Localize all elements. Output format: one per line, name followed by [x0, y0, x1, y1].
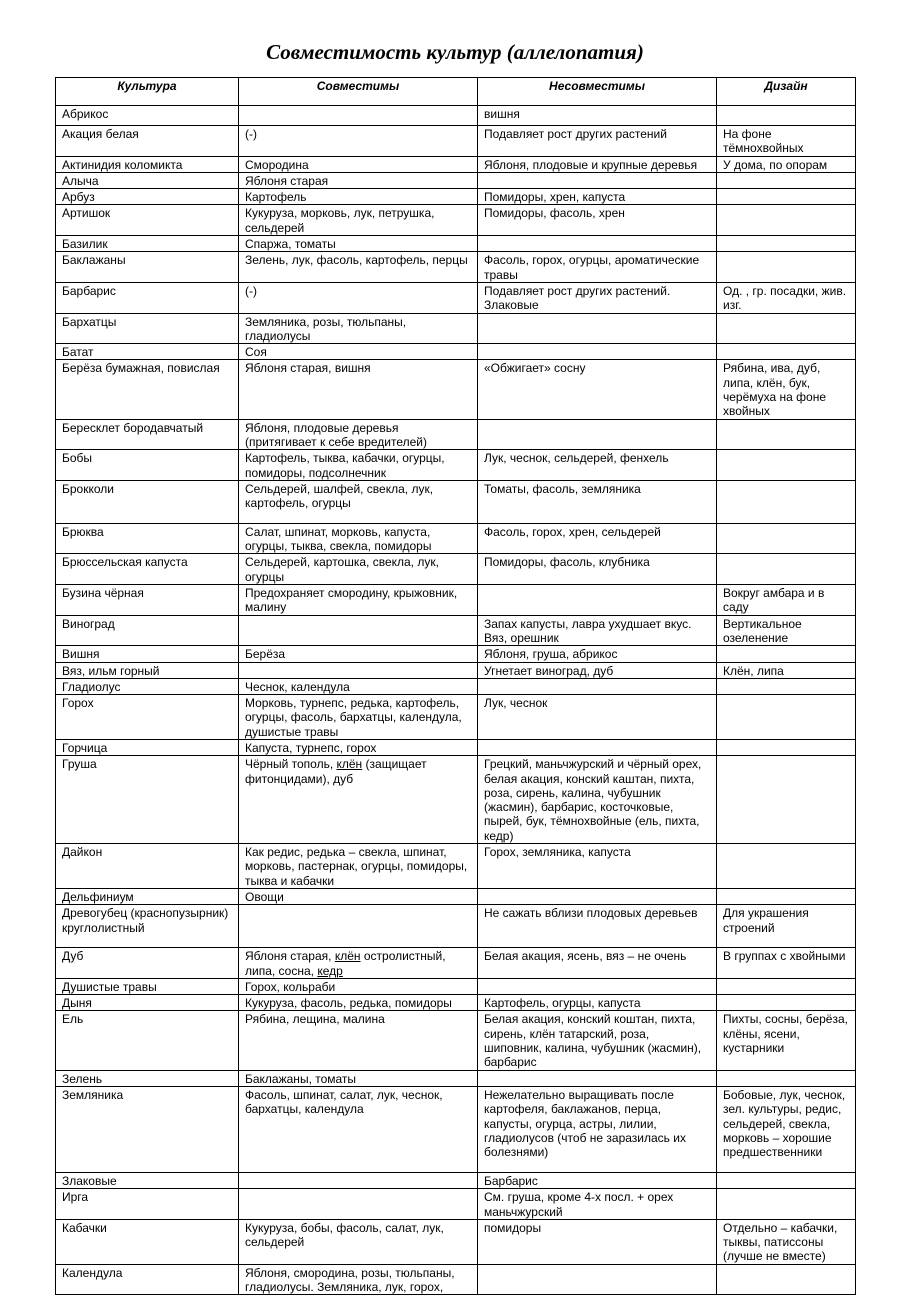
compatible-cell: Овощи: [239, 888, 478, 904]
compatible-underlined-text: кедр: [317, 963, 343, 978]
table-row: [56, 360, 856, 419]
compatible-cell: Баклажаны, томаты: [239, 1070, 478, 1086]
design-cell: [717, 419, 856, 450]
incompatible-cell: Яблоня, плодовые и крупные деревья: [478, 156, 717, 172]
compatible-cell: Яблоня, плодовые деревья (притягивает к себе вредителей): [239, 419, 478, 450]
design-cell: На фоне тёмнохвойных: [717, 126, 856, 157]
design-cell: Од. , гр. посадки, жив. изг.: [717, 282, 856, 313]
incompatible-cell: Помидоры, хрен, капуста: [478, 189, 717, 205]
compatible-cell: Горох, кольраби: [239, 978, 478, 994]
incompatible-cell: [478, 678, 717, 694]
design-cell: [717, 450, 856, 481]
compatibility-table: [55, 77, 856, 1295]
incompatible-cell: [478, 1070, 717, 1086]
design-cell: [717, 205, 856, 236]
column-header-culture: Культура: [56, 78, 239, 106]
incompatible-cell: Белая акация, ясень, вяз – не очень: [478, 948, 717, 979]
compatible-cell: [239, 948, 478, 979]
incompatible-cell: Белая акация, конский коштан, пихта, сирень, клён татарский, роза, шиповник, калина, чубушник (жасмин), барбарис: [478, 1011, 717, 1070]
design-cell: Рябина, ива, дуб, липа, клён, бук, черёмуха на фоне хвойных: [717, 360, 856, 419]
design-cell: Пихты, сосны, берёза, клёны, ясени, кустарники: [717, 1011, 856, 1070]
table-row: [56, 739, 856, 755]
table-row: [56, 156, 856, 172]
compatible-cell: Земляника, розы, тюльпаны, гладиолусы: [239, 313, 478, 344]
design-cell: Для украшения строений: [717, 905, 856, 948]
incompatible-cell: Картофель, огурцы, капуста: [478, 995, 717, 1011]
incompatible-cell: Грецкий, маньчжурский и чёрный орех, белая акация, конский каштан, пихта, роза, сирень, калина, чубушник (жасмин), барбарис, косточковые, пырей, бук, тёмнохвойные (ель, пихта, кедр): [478, 756, 717, 844]
compatible-cell: Берёза: [239, 646, 478, 662]
page-title: Совместимость культур (аллелопатия): [266, 40, 644, 64]
incompatible-cell: Помидоры, фасоль, хрен: [478, 205, 717, 236]
incompatible-cell: [478, 344, 717, 360]
compatible-cell: Соя: [239, 344, 478, 360]
compatible-cell: Чеснок, календула: [239, 678, 478, 694]
compatible-cell: [239, 1189, 478, 1220]
table-row: [56, 1070, 856, 1086]
culture-cell: Батат: [56, 344, 239, 360]
culture-cell: Акация белая: [56, 126, 239, 157]
compatible-cell: Яблоня старая: [239, 172, 478, 188]
table-row: [56, 678, 856, 694]
incompatible-cell: [478, 739, 717, 755]
compatible-cell: Картофель: [239, 189, 478, 205]
culture-cell: Груша: [56, 756, 239, 844]
design-cell: У дома, по опорам: [717, 156, 856, 172]
incompatible-cell: Барбарис: [478, 1172, 717, 1188]
compatible-cell: Кукуруза, фасоль, редька, помидоры: [239, 995, 478, 1011]
culture-cell: Гладиолус: [56, 678, 239, 694]
culture-cell: Бобы: [56, 450, 239, 481]
column-header-design: Дизайн: [717, 78, 856, 106]
incompatible-cell: Нежелательно выращивать после картофеля, баклажанов, перца, капусты, огурца, астры, лилии, гладиолусов (чтоб не заразилась их болезнями): [478, 1086, 717, 1172]
table-row: [56, 905, 856, 948]
culture-cell: Зелень: [56, 1070, 239, 1086]
table-row: [56, 1264, 856, 1295]
culture-cell: Дуб: [56, 948, 239, 979]
table-row: [56, 695, 856, 740]
table-row: [56, 662, 856, 678]
culture-cell: Артишок: [56, 205, 239, 236]
design-cell: [717, 554, 856, 585]
compatible-cell: Сельдерей, картошка, свекла, лук, огурцы: [239, 554, 478, 585]
design-cell: В группах с хвойными: [717, 948, 856, 979]
compatible-cell: [239, 756, 478, 844]
compatible-cell: Яблоня старая, вишня: [239, 360, 478, 419]
design-cell: [717, 1264, 856, 1295]
design-cell: [717, 888, 856, 904]
design-cell: [717, 844, 856, 889]
incompatible-cell: Томаты, фасоль, земляника: [478, 480, 717, 523]
incompatible-cell: помидоры: [478, 1219, 717, 1264]
table-row: [56, 995, 856, 1011]
incompatible-cell: Лук, чеснок: [478, 695, 717, 740]
table-row: [56, 844, 856, 889]
culture-cell: Дельфиниум: [56, 888, 239, 904]
compatible-text: Чёрный тополь,: [245, 757, 337, 772]
culture-cell: Вишня: [56, 646, 239, 662]
incompatible-cell: Фасоль, горох, огурцы, ароматические травы: [478, 252, 717, 283]
table-row: [56, 205, 856, 236]
incompatible-cell: вишня: [478, 106, 717, 126]
compatible-cell: Как редис, редька – свекла, шпинат, морковь, пастернак, огурцы, помидоры, тыква и кабачки: [239, 844, 478, 889]
compatible-cell: [239, 1172, 478, 1188]
culture-cell: Древогубец (краснопузырник) круглолистный: [56, 905, 239, 948]
culture-cell: Ель: [56, 1011, 239, 1070]
design-cell: [717, 678, 856, 694]
culture-cell: Вяз, ильм горный: [56, 662, 239, 678]
table-row: [56, 1172, 856, 1188]
table-row: [56, 888, 856, 904]
culture-cell: Барбарис: [56, 282, 239, 313]
incompatible-cell: Помидоры, фасоль, клубника: [478, 554, 717, 585]
incompatible-cell: Подавляет рост других растений: [478, 126, 717, 157]
table-row: [56, 126, 856, 157]
compatible-cell: Рябина, лещина, малина: [239, 1011, 478, 1070]
compatible-cell: [239, 615, 478, 646]
design-cell: [717, 739, 856, 755]
incompatible-cell: Подавляет рост других растений. Злаковые: [478, 282, 717, 313]
compatible-cell: Зелень, лук, фасоль, картофель, перцы: [239, 252, 478, 283]
column-header-incompatible: Несовместимы: [478, 78, 717, 106]
table-row: [56, 1189, 856, 1220]
table-row: [56, 344, 856, 360]
compatible-text: остролистный, липа, сосна,: [245, 949, 446, 978]
compatible-cell: Капуста, турнепс, горох: [239, 739, 478, 755]
design-cell: [717, 236, 856, 252]
design-cell: [717, 1070, 856, 1086]
design-cell: [717, 523, 856, 554]
compatible-cell: Спаржа, томаты: [239, 236, 478, 252]
compatible-text: (защищает фитонцидами), дуб: [245, 757, 427, 786]
design-cell: Клён, липа: [717, 662, 856, 678]
table-row: [56, 585, 856, 616]
table-row: [56, 554, 856, 585]
culture-cell: Бузина чёрная: [56, 585, 239, 616]
incompatible-cell: [478, 236, 717, 252]
culture-cell: Бересклет бородавчатый: [56, 419, 239, 450]
culture-cell: Актинидия коломикта: [56, 156, 239, 172]
compatible-cell: [239, 106, 478, 126]
design-cell: [717, 756, 856, 844]
culture-cell: Дайкон: [56, 844, 239, 889]
culture-cell: Душистые травы: [56, 978, 239, 994]
compatible-underlined-text: клён: [334, 949, 361, 964]
incompatible-cell: [478, 978, 717, 994]
culture-cell: Злаковые: [56, 1172, 239, 1188]
culture-cell: Земляника: [56, 1086, 239, 1172]
design-cell: [717, 646, 856, 662]
table-row: [56, 236, 856, 252]
design-cell: Бобовые, лук, чеснок, зел. культуры, редис, сельдерей, свекла, морковь – хорошие предшественники: [717, 1086, 856, 1172]
table-row: [56, 252, 856, 283]
design-cell: [717, 106, 856, 126]
incompatible-cell: «Обжигает» сосну: [478, 360, 717, 419]
compatible-cell: Картофель, тыква, кабачки, огурцы, помидоры, подсолнечник: [239, 450, 478, 481]
table-row: [56, 172, 856, 188]
culture-cell: Брюссельская капуста: [56, 554, 239, 585]
table-row: [56, 419, 856, 450]
incompatible-cell: [478, 313, 717, 344]
culture-cell: Абрикос: [56, 106, 239, 126]
incompatible-cell: [478, 419, 717, 450]
table-row: [56, 948, 856, 979]
compatible-cell: Смородина: [239, 156, 478, 172]
compatible-cell: (-): [239, 282, 478, 313]
culture-cell: Бархатцы: [56, 313, 239, 344]
table-row: [56, 189, 856, 205]
culture-cell: Алыча: [56, 172, 239, 188]
design-cell: [717, 480, 856, 523]
table-row: [56, 106, 856, 126]
table-row: [56, 1011, 856, 1070]
table-row: [56, 615, 856, 646]
table-row: [56, 480, 856, 523]
table-row: [56, 282, 856, 313]
design-cell: [717, 313, 856, 344]
design-cell: [717, 172, 856, 188]
design-cell: [717, 978, 856, 994]
incompatible-cell: Не сажать вблизи плодовых деревьев: [478, 905, 717, 948]
culture-cell: Брокколи: [56, 480, 239, 523]
compatible-cell: [239, 662, 478, 678]
incompatible-cell: Горох, земляника, капуста: [478, 844, 717, 889]
culture-cell: Арбуз: [56, 189, 239, 205]
design-cell: [717, 995, 856, 1011]
column-header-compatible: Совместимы: [239, 78, 478, 106]
culture-cell: Кабачки: [56, 1219, 239, 1264]
table-row: [56, 523, 856, 554]
compatible-cell: Яблоня, смородина, розы, тюльпаны, гладиолусы. Земляника, лук, горох,: [239, 1264, 478, 1295]
compatible-cell: Предохраняет смородину, крыжовник, малину: [239, 585, 478, 616]
compatible-underlined-text: клён: [336, 757, 363, 772]
table-header-row: [56, 78, 856, 106]
table-row: [56, 450, 856, 481]
culture-cell: Дыня: [56, 995, 239, 1011]
incompatible-cell: [478, 1264, 717, 1295]
design-cell: Вокруг амбара и в саду: [717, 585, 856, 616]
culture-cell: Ирга: [56, 1189, 239, 1220]
culture-cell: Горчица: [56, 739, 239, 755]
table-row: [56, 978, 856, 994]
table-row: [56, 756, 856, 844]
design-cell: [717, 189, 856, 205]
incompatible-cell: Лук, чеснок, сельдерей, фенхель: [478, 450, 717, 481]
culture-cell: Брюква: [56, 523, 239, 554]
design-cell: [717, 252, 856, 283]
incompatible-cell: См. груша, кроме 4-х посл. + орех маньчжурский: [478, 1189, 717, 1220]
design-cell: Вертикальное озеленение: [717, 615, 856, 646]
incompatible-cell: [478, 172, 717, 188]
design-cell: Отдельно – кабачки, тыквы, патиссоны (лучше не вместе): [717, 1219, 856, 1264]
table-row: [56, 1219, 856, 1264]
culture-cell: Виноград: [56, 615, 239, 646]
compatible-cell: Кукуруза, морковь, лук, петрушка, сельдерей: [239, 205, 478, 236]
table-row: [56, 313, 856, 344]
incompatible-cell: [478, 888, 717, 904]
compatible-cell: Морковь, турнепс, редька, картофель, огурцы, фасоль, бархатцы, календула, душистые травы: [239, 695, 478, 740]
incompatible-cell: [478, 585, 717, 616]
compatible-cell: Сельдерей, шалфей, свекла, лук, картофель, огурцы: [239, 480, 478, 523]
design-cell: [717, 695, 856, 740]
culture-cell: Берёза бумажная, повислая: [56, 360, 239, 419]
incompatible-cell: Запах капусты, лавра ухудшает вкус. Вяз, орешник: [478, 615, 717, 646]
compatible-cell: Кукуруза, бобы, фасоль, салат, лук, сельдерей: [239, 1219, 478, 1264]
table-row: [56, 646, 856, 662]
incompatible-cell: Яблоня, груша, абрикос: [478, 646, 717, 662]
culture-cell: Базилик: [56, 236, 239, 252]
table-row: [56, 1086, 856, 1172]
compatible-cell: Фасоль, шпинат, салат, лук, чеснок, бархатцы, календула: [239, 1086, 478, 1172]
design-cell: [717, 1189, 856, 1220]
compatible-cell: Салат, шпинат, морковь, капуста, огурцы, тыква, свекла, помидоры: [239, 523, 478, 554]
culture-cell: Баклажаны: [56, 252, 239, 283]
compatible-text: Яблоня старая,: [245, 949, 335, 964]
incompatible-cell: Угнетает виноград, дуб: [478, 662, 717, 678]
design-cell: [717, 344, 856, 360]
culture-cell: Горох: [56, 695, 239, 740]
culture-cell: Календула: [56, 1264, 239, 1295]
compatible-cell: [239, 905, 478, 948]
incompatible-cell: Фасоль, горох, хрен, сельдерей: [478, 523, 717, 554]
compatible-cell: (-): [239, 126, 478, 157]
design-cell: [717, 1172, 856, 1188]
